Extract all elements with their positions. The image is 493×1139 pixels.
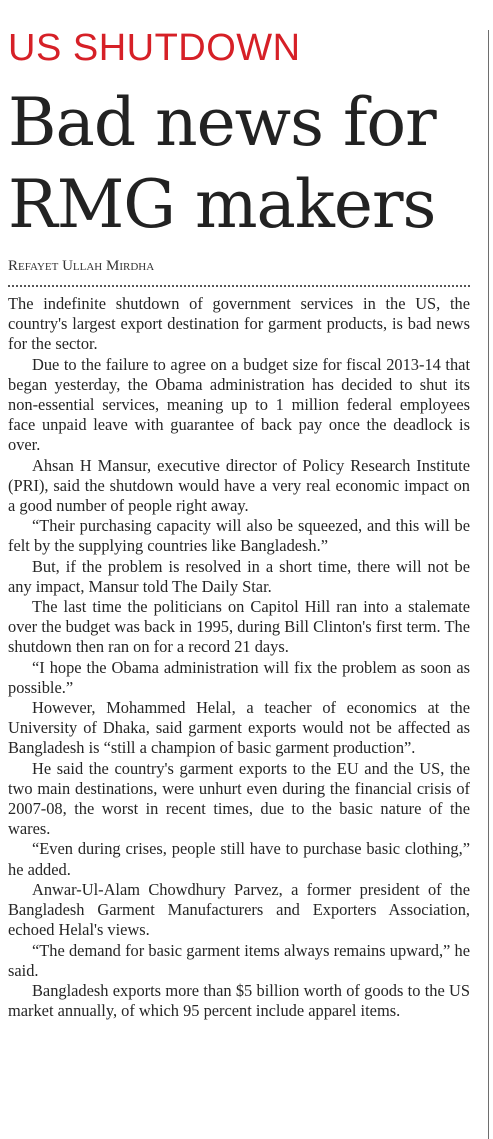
paragraph: However, Mohammed Helal, a teacher of economics at the University of Dhaka, said garment exports would not be affected as Bangladesh is “still a champion of basic garment production”. [8, 698, 470, 758]
headline [8, 82, 436, 246]
headline-line-1: Bad news for [8, 84, 436, 161]
paragraph: The last time the politicians on Capitol Hill ran into a stalemate over the budget was back in 1995, during Bill Clinton's first term. The shutdown then ran on for a record 21 days. [8, 597, 470, 657]
dotted-divider [8, 285, 470, 287]
paragraph: “Even during crises, people still have to purchase basic clothing,” he added. [8, 839, 470, 879]
paragraph: “The demand for basic garment items always remains upward,” he said. [8, 940, 470, 980]
paragraph: “I hope the Obama administration will fix the problem as soon as possible.” [8, 657, 470, 697]
paragraph: Anwar-Ul-Alam Chowdhury Parvez, a former president of the Bangladesh Garment Manufacturers and Exporters Association, echoed Helal's views. [8, 879, 470, 940]
byline: Refayet Ullah Mirdha [8, 258, 155, 274]
paragraph: Due to the failure to agree on a budget size for fiscal 2013-14 that began yesterday, the Obama administration has decided to shut its non-essential services, meaning up to 1 million federal employees face unpaid leave with guarantee of back pay once the deadlock is over. [8, 354, 470, 455]
section-kicker: US SHUTDOWN [8, 27, 301, 69]
paragraph: He said the country's garment exports to the EU and the US, the two main destinations, were unhurt even during the financial crisis of 2007-08, the worst in recent times, due to the basic nature of the wares. [8, 758, 470, 839]
paragraph: “Their purchasing capacity will also be squeezed, and this will be felt by the supplying countries like Bangladesh.” [8, 516, 470, 556]
paragraph: Bangladesh exports more than $5 billion worth of goods to the US market annually, of which 95 percent include apparel items. [8, 980, 470, 1021]
paragraph: Ahsan H Mansur, executive director of Policy Research Institute (PRI), said the shutdown would have a very real economic impact on a good number of people right away. [8, 455, 470, 516]
column-divider [488, 30, 489, 1139]
paragraph: The indefinite shutdown of government services in the US, the country's largest export destination for garment products, is bad news for the sector. [8, 294, 470, 354]
headline-line-2: RMG makers [8, 166, 436, 243]
article-body [8, 294, 470, 1021]
paragraph: But, if the problem is resolved in a short time, there will not be any impact, Mansur told The Daily Star. [8, 556, 470, 596]
